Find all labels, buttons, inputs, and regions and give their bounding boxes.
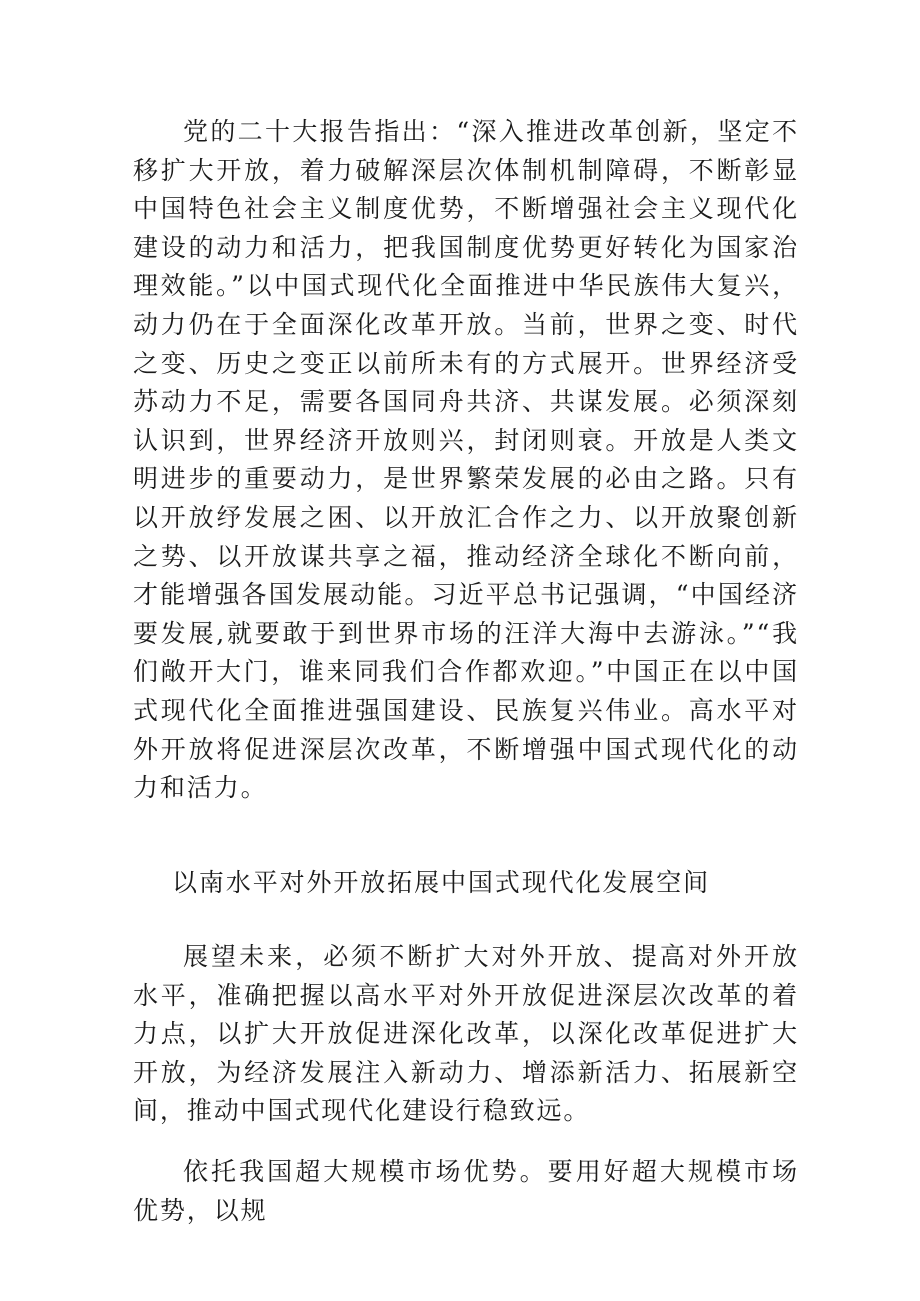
body-paragraph: 展望未来，必须不断扩大对外开放、提高对外开放水平，准确把握以高水平对外开放促进深层次改革的着力点，以扩大开放促进深化改革，以深化改革促进扩大开放，为经济发展注入新动力、增添新活力、拓展新空间，推动中国式现代化建设行稳致远。 <box>133 942 799 1126</box>
section-heading: 以南水平对外开放拓展中国式现代化发展空间 <box>172 868 711 897</box>
body-paragraph: 依托我国超大规模市场优势。要用好超大规模市场优势，以规 <box>133 1157 799 1225</box>
body-paragraph: 党的二十大报告指出：“深入推进改革创新，坚定不移扩大开放，着力破解深层次体制机制障碍，不断彰显中国特色社会主义制度优势，不断增强社会主义现代化建设的动力和活力，把我国制度优势更好转化为国家治理效能。”以中国式现代化全面推进中华民族伟大复兴，动力仍在于全面深化改革开放。当前，世界之变、时代之变、历史之变正以前所未有的方式展开。世界经济受苏动力不足，需要各国同舟共济、共谋发展。必须深刻认识到，世界经济开放则兴，封闭则衰。开放是人类文明进步的重要动力，是世界繁荣发展的必由之路。只有以开放纾发展之困、以开放汇合作之力、以开放聚创新之势、以开放谋共享之福，推动经济全球化不断向前，才能增强各国发展动能。习近平总书记强调，“中国经济要发展,就要敢于到世界市场的汪洋大海中去游泳。”“我们敞开大门，谁来同我们合作都欢迎。”中国正在以中国式现代化全面推进强国建设、民族复兴伟业。高水平对外开放将促进深层次改革，不断增强中国式现代化的动力和活力。 <box>133 117 799 803</box>
